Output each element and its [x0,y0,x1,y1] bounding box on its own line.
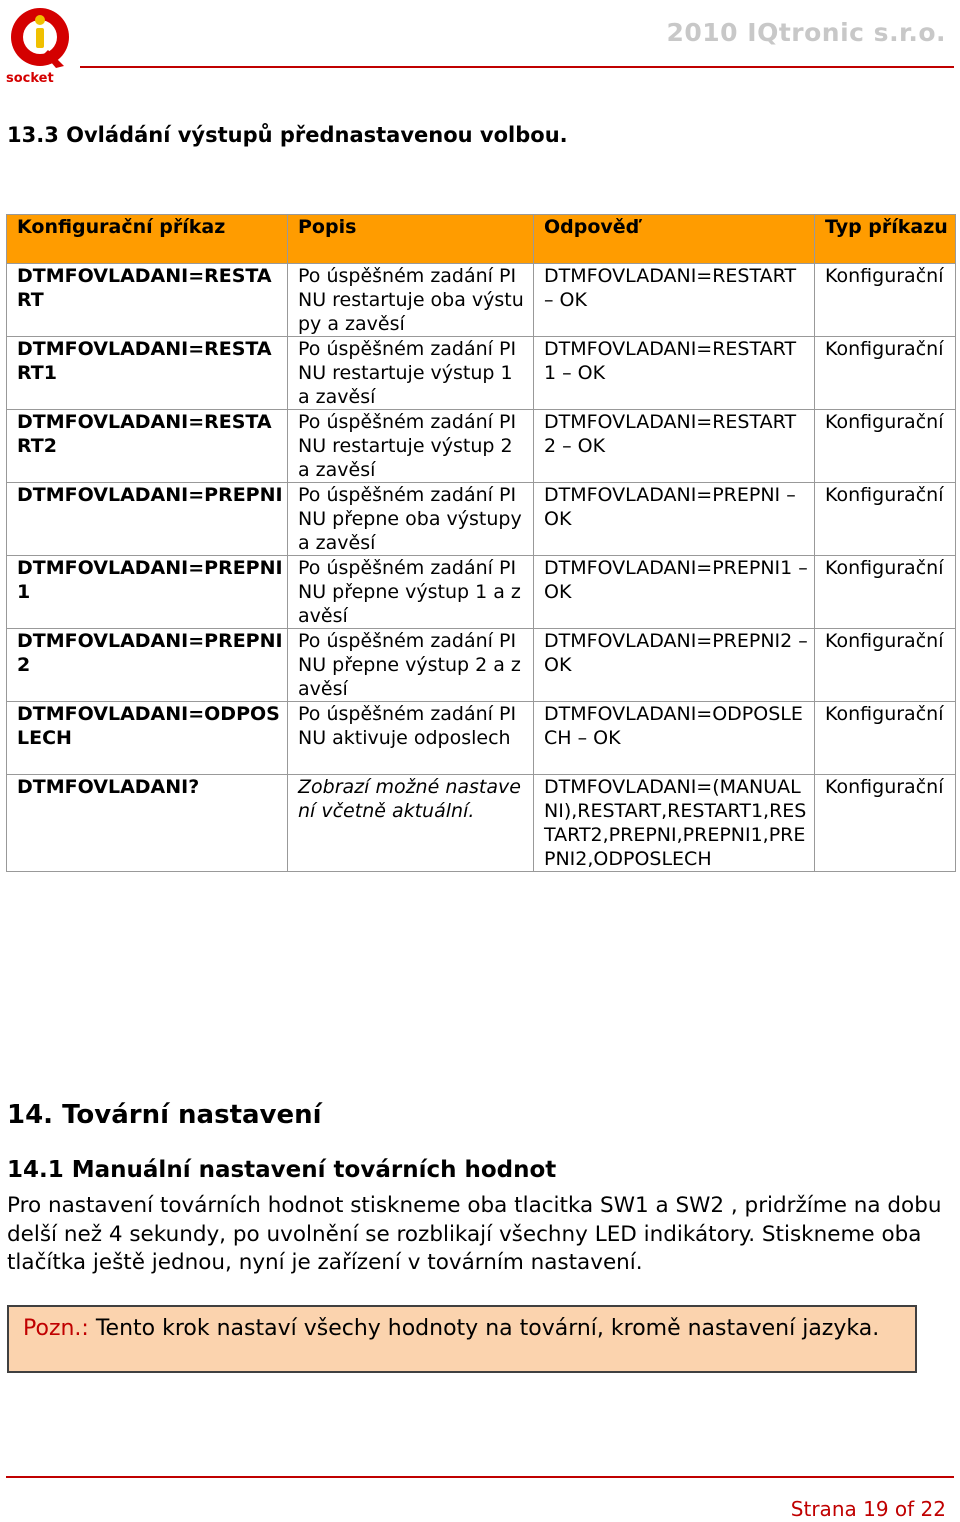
description-cell: Po úspěšném zadání PINU restartuje výstup 1 a zavěsí [288,337,534,410]
command-cell: DTMFOVLADANI=ODPOSLECH [7,702,288,775]
page-number: Strana 19 of 22 [790,1497,946,1521]
description-cell: Po úspěšném zadání PINU restartuje oba výstupy a zavěsí [288,264,534,337]
response-cell: DTMFOVLADANI=RESTART 2 – OK [534,410,815,483]
column-header: Odpověď [534,215,815,264]
description-cell: Po úspěšném zadání PINU přepne výstup 2 a zavěsí [288,629,534,702]
note-text: Tento krok nastaví všechy hodnoty na tovární, kromě nastavení jazyka. [88,1316,880,1341]
column-header: Typ příkazu [815,215,956,264]
command-cell: DTMFOVLADANI=RESTART [7,264,288,337]
response-cell: DTMFOVLADANI=RESTART – OK [534,264,815,337]
section-title: 13.3 Ovládání výstupů přednastavenou volbou. [7,123,568,147]
description-cell: Po úspěšném zadání PINU přepne výstup 1 a zavěsí [288,556,534,629]
response-cell: DTMFOVLADANI=PREPNI – OK [534,483,815,556]
type-cell: Konfigurační [815,264,956,337]
type-cell: Konfigurační [815,556,956,629]
command-cell: DTMFOVLADANI? [7,775,288,872]
response-cell: DTMFOVLADANI=PREPNI2 – OK [534,629,815,702]
factory-reset-paragraph: Pro nastavení továrních hodnot stiskneme oba tlacitka SW1 a SW2 , pridržíme na dobu delší než 4 sekundy, po uvolnění se rozblikají všechny LED indikátory. Stiskneme oba tlačítka ještě jednou, nyní je zařízení v továrním nastavení. [7,1193,942,1275]
response-cell: DTMFOVLADANI=(MANUALNI),RESTART,RESTART1,RESTART2,PREPNI,PREPNI1,PREPNI2,ODPOSLECH [534,775,815,872]
table-row [7,337,956,410]
footer-rule [6,1476,954,1478]
column-header: Konfigurační příkaz [7,215,288,264]
column-header: Popis [288,215,534,264]
section14-subtitle: 14.1 Manuální nastavení továrních hodnot [7,1157,557,1183]
description-cell: Po úspěšném zadání PINU restartuje výstup 2 a zavěsí [288,410,534,483]
note-label: Pozn.: [23,1316,89,1341]
table-row [7,556,956,629]
type-cell: Konfigurační [815,483,956,556]
command-cell: DTMFOVLADANI=PREPNI2 [7,629,288,702]
table-row [7,483,956,556]
type-cell: Konfigurační [815,629,956,702]
response-cell: DTMFOVLADANI=PREPNI1 – OK [534,556,815,629]
type-cell: Konfigurační [815,337,956,410]
description-cell: Po úspěšném zadání PINU přepne oba výstupy a zavěsí [288,483,534,556]
description-cell: Po úspěšném zadání PINU aktivuje odposlech [288,702,534,775]
description-cell: Zobrazí možné nastavení včetně aktuální. [288,775,534,872]
table-row [7,629,956,702]
type-cell: Konfigurační [815,702,956,775]
section14-title: 14. Tovární nastavení [7,1100,322,1130]
table-row [7,264,956,337]
header-rule [80,66,954,68]
brand-text: 2010 IQtronic s.r.o. [666,18,946,47]
logo-text: socket [6,71,54,84]
table-header-row [7,215,956,264]
command-cell: DTMFOVLADANI=PREPNI [7,483,288,556]
logo-mark-icon [4,4,78,84]
table-row [7,702,956,775]
command-table [6,214,956,872]
response-cell: DTMFOVLADANI=RESTART 1 – OK [534,337,815,410]
iq-socket-logo [4,4,78,84]
response-cell: DTMFOVLADANI=ODPOSLECH – OK [534,702,815,775]
table-row [7,410,956,483]
type-cell: Konfigurační [815,775,956,872]
command-cell: DTMFOVLADANI=RESTART1 [7,337,288,410]
command-cell: DTMFOVLADANI=RESTART2 [7,410,288,483]
note-box [7,1305,917,1373]
table-row [7,775,956,872]
type-cell: Konfigurační [815,410,956,483]
command-cell: DTMFOVLADANI=PREPNI1 [7,556,288,629]
